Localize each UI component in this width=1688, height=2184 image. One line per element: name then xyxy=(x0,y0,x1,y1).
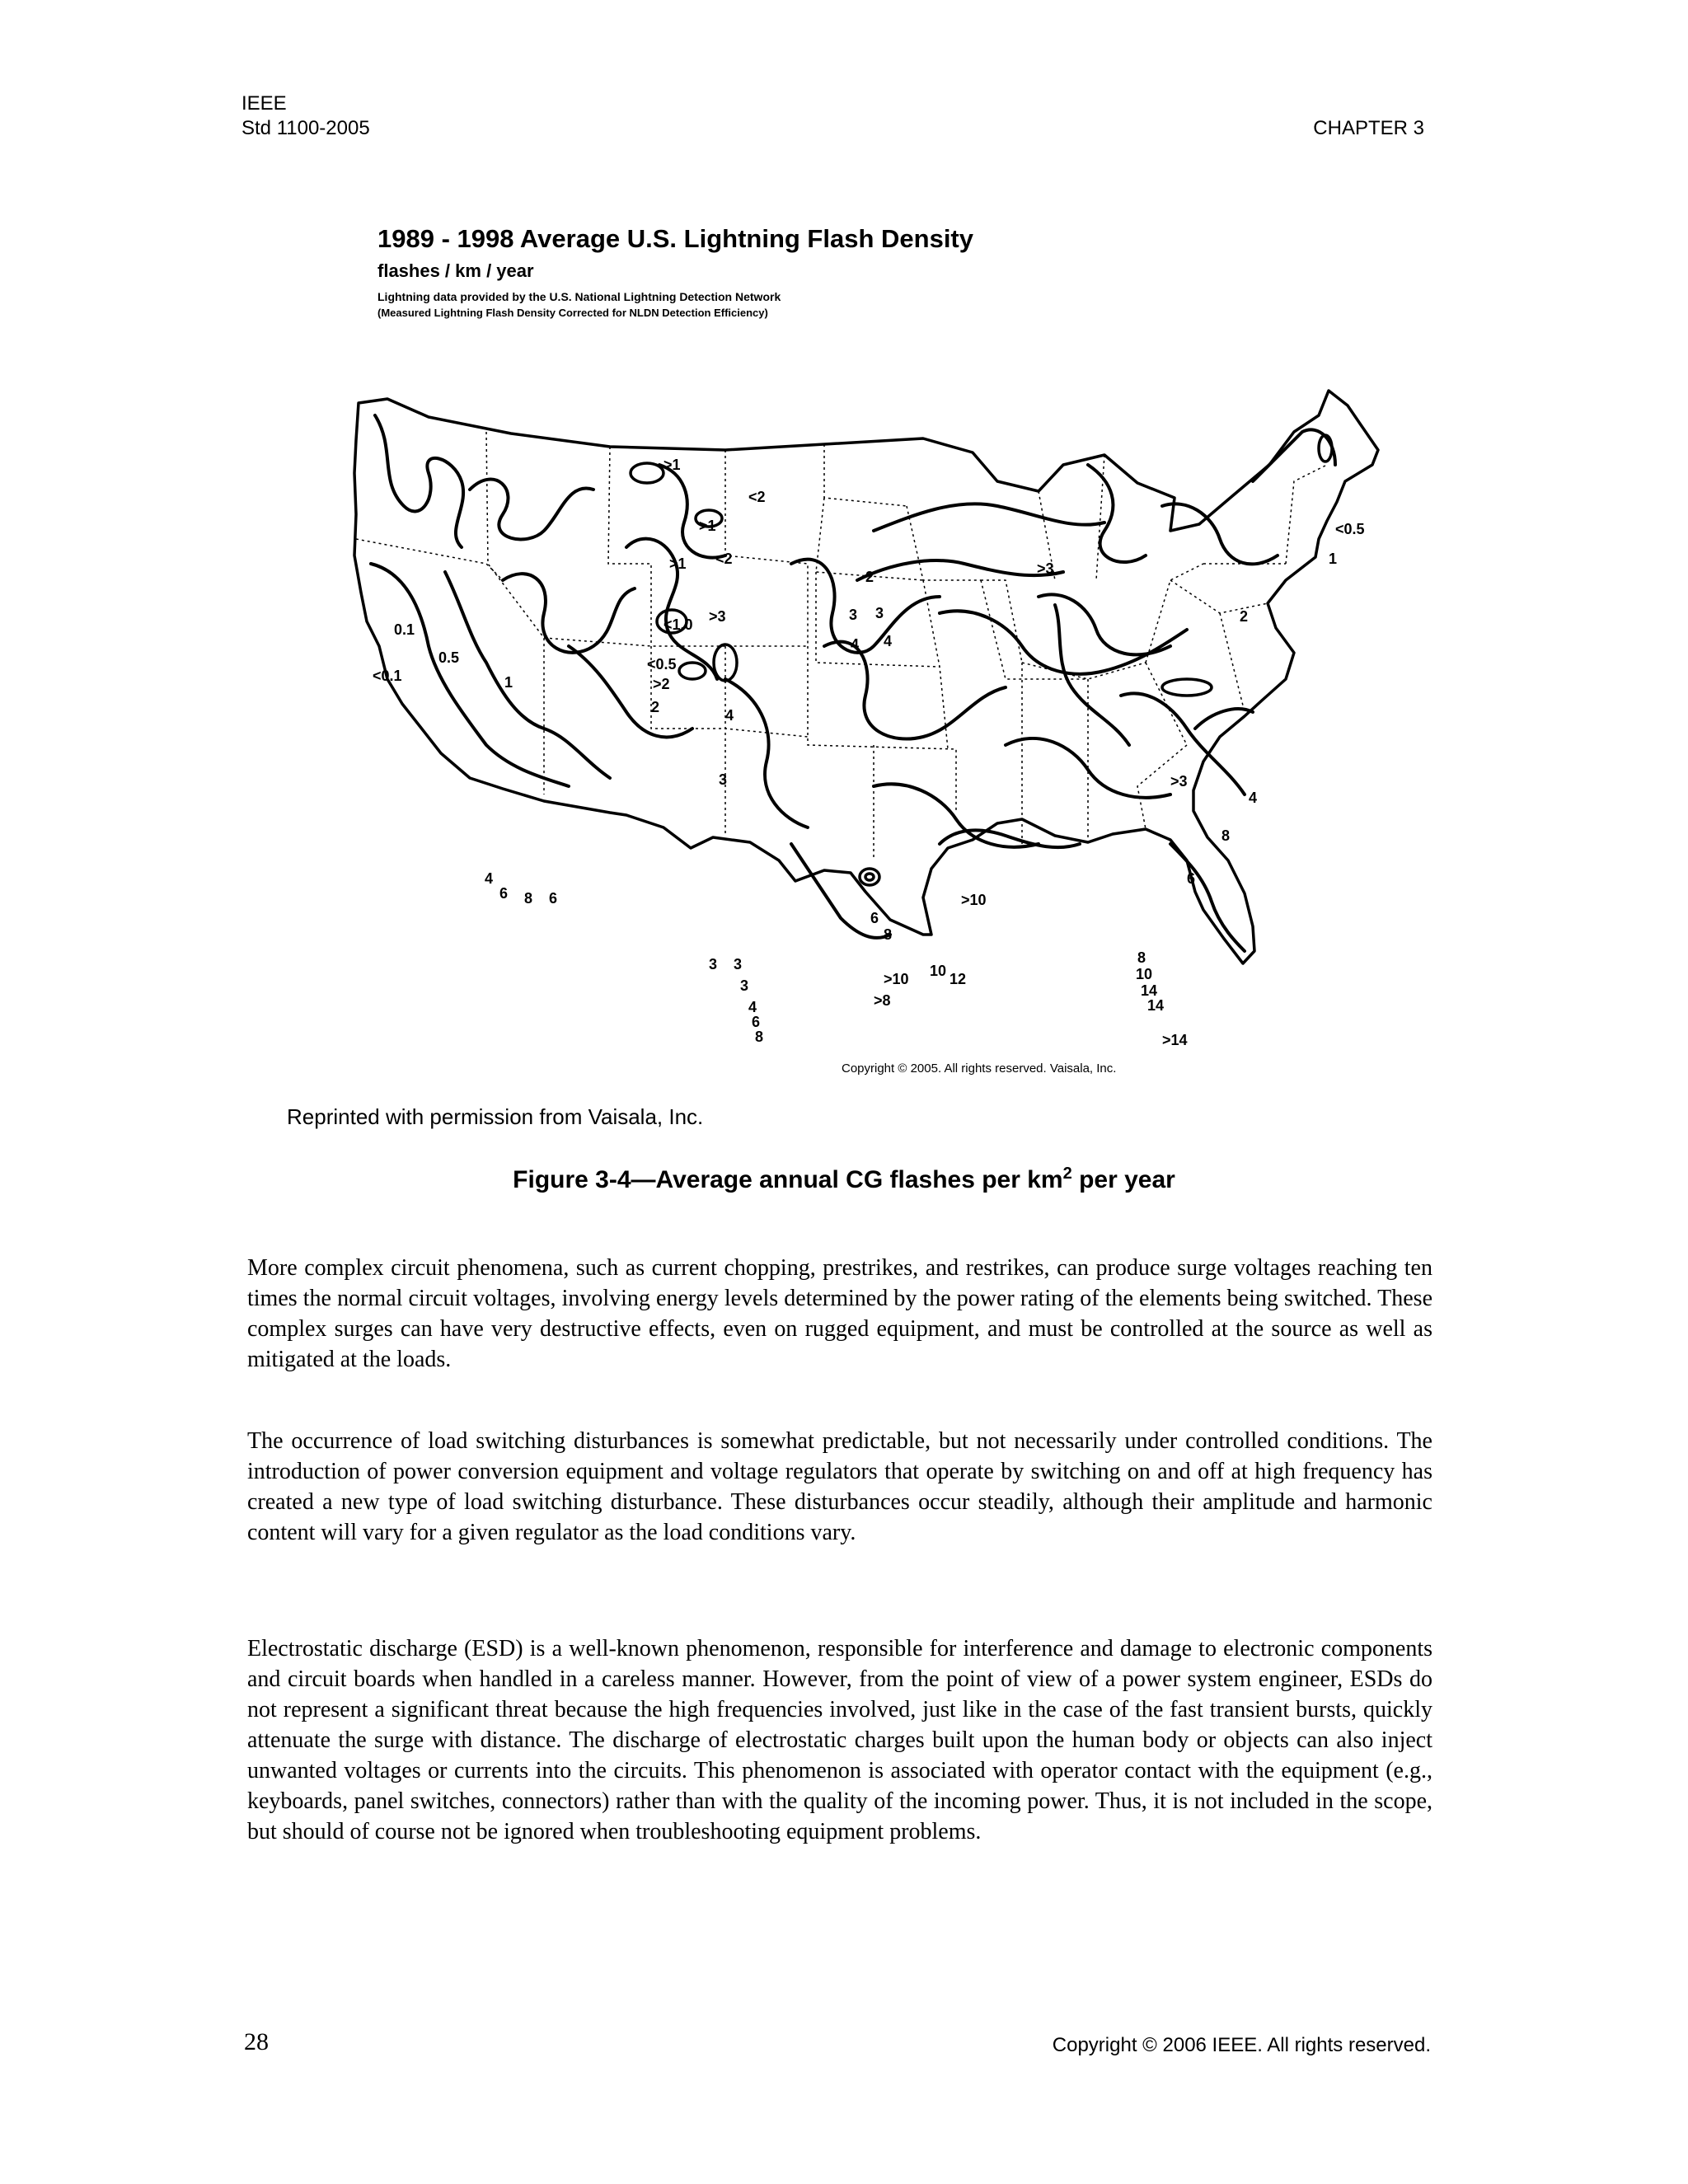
contour-label: 4 xyxy=(485,870,494,887)
contour-label: 3 xyxy=(875,605,884,621)
contour-label: <0.5 xyxy=(1335,521,1365,537)
contour-label: 2 xyxy=(865,569,874,585)
contour-label: 4 xyxy=(1249,790,1258,806)
contour-label: 3 xyxy=(740,977,749,994)
contour-label: 8 xyxy=(884,926,893,943)
contour-label: 3 xyxy=(849,607,858,623)
contour-label: >1 xyxy=(699,518,716,534)
contour-label: 8 xyxy=(524,890,533,907)
figure-title: 1989 - 1998 Average U.S. Lightning Flash Density xyxy=(377,224,973,253)
contour-label: >14 xyxy=(1162,1032,1188,1048)
figure-caption xyxy=(0,1165,1688,1194)
contour-label: 6 xyxy=(1187,870,1196,887)
contour-label: 6 xyxy=(499,885,509,902)
contour-label: >8 xyxy=(874,992,891,1009)
contour-label: 10 xyxy=(1136,966,1153,982)
contour-label: 8 xyxy=(1221,827,1231,844)
contour-label: 4 xyxy=(748,999,757,1015)
contour-label: 1 xyxy=(504,674,513,691)
header-std: Std 1100-2005 xyxy=(241,117,370,139)
page-number: 28 xyxy=(244,2028,269,2055)
contour-label: 3 xyxy=(709,956,718,972)
contour-label: 14 xyxy=(1141,982,1158,999)
contour-label: <2 xyxy=(715,551,733,567)
caption-tail: per year xyxy=(1071,1166,1175,1193)
us-lightning-map xyxy=(297,218,1401,1091)
contour-label: 4 xyxy=(725,707,734,724)
footer-copyright: Copyright © 2006 IEEE. All rights reserved. xyxy=(1052,2034,1431,2056)
contour-label: 8 xyxy=(1137,949,1146,966)
body-paragraph: More complex circuit phenomena, such as current chopping, prestrikes, and restrikes, can produce surge voltages reaching ten times the normal circuit voltages, involving energy levels determined by the power rating of the elements being switched. These complex surges can have very destructive effects, even on rugged equipment, and must be controlled at the source as well as mitigated at the loads. xyxy=(247,1255,1432,1372)
contour-label: >1 xyxy=(663,457,681,473)
contour-label: >10 xyxy=(884,971,909,987)
contour-label: <0.1 xyxy=(373,668,402,684)
lightning-map-figure xyxy=(297,218,1401,1091)
caption-superscript: 2 xyxy=(1062,1165,1072,1183)
contour-label: 2 xyxy=(651,699,660,715)
contour-label: >1 xyxy=(669,555,687,572)
contour-label: >3 xyxy=(1170,773,1188,790)
reprint-credit: Reprinted with permission from Vaisala, Inc. xyxy=(287,1104,704,1129)
contour-label: 6 xyxy=(870,910,879,926)
figure-note-correction: (Measured Lightning Flash Density Corrected for NLDN Detection Efficiency) xyxy=(377,307,768,319)
header-org: IEEE xyxy=(241,92,287,115)
caption-main: Figure 3-4—Average annual CG flashes per km xyxy=(513,1166,1063,1193)
contour-label: 10 xyxy=(930,963,947,979)
contour-label: 1 xyxy=(1329,551,1338,567)
contour-label: 0.5 xyxy=(438,649,460,666)
contour-label: 14 xyxy=(1147,997,1165,1014)
contour-label: 6 xyxy=(549,890,558,907)
contour-label: 6 xyxy=(752,1014,761,1030)
figure-note-source: Lightning data provided by the U.S. National Lightning Detection Network xyxy=(377,290,781,303)
header-chapter: CHAPTER 3 xyxy=(1313,117,1424,139)
contour-label: 2 xyxy=(1240,608,1249,625)
contour-label: <2 xyxy=(748,489,766,505)
contour-label: 8 xyxy=(755,1029,764,1045)
contour-label: 4 xyxy=(884,633,893,649)
body-paragraph: Electrostatic discharge (ESD) is a well-known phenomenon, responsible for interference and damage to electronic components and circuit boards when handled in a careless manner. However, from the point of view of a power system engineer, ESDs do not represent a significant threat because the high frequencies involved, just like in the case of the fast transient bursts, quickly attenuate the surge with distance. The discharge of electrostatic charges built upon the human body or objects can also inject unwanted voltages or currents into the circuits. This phenomenon is associated with operator contact with the equipment (e.g., keyboards, panel switches, connectors) rather than with the quality of the incoming power. Thus, it is not included in the scope, but should of course not be ignored when troubleshooting equipment problems. xyxy=(247,1636,1432,1844)
contour-label: <0.5 xyxy=(647,656,677,673)
contour-label: >3 xyxy=(709,608,726,625)
map-copyright: Copyright © 2005. All rights reserved. Vaisala, Inc. xyxy=(842,1062,1117,1076)
contour-label: 3 xyxy=(734,956,743,972)
figure-subtitle: flashes / km / year xyxy=(377,260,534,281)
contour-label: >2 xyxy=(653,676,670,692)
contour-label: 4 xyxy=(851,636,860,653)
contour-label: >10 xyxy=(961,892,987,908)
contour-label: <1.0 xyxy=(663,616,693,633)
contour-label: >3 xyxy=(1037,560,1054,577)
contour-label: 12 xyxy=(950,971,967,987)
contour-label: 3 xyxy=(719,771,728,788)
running-header-left xyxy=(241,91,370,141)
contour-label: 0.1 xyxy=(394,621,415,638)
body-paragraph: The occurrence of load switching disturbances is somewhat predictable, but not necessarily under controlled conditions. The introduction of power conversion equipment and voltage regulators that operate by switching on and off at high frequency has created a new type of load switching disturbance. These disturbances occur steadily, although their amplitude and harmonic content will vary for a given regulator as the load conditions vary. xyxy=(247,1428,1432,1545)
